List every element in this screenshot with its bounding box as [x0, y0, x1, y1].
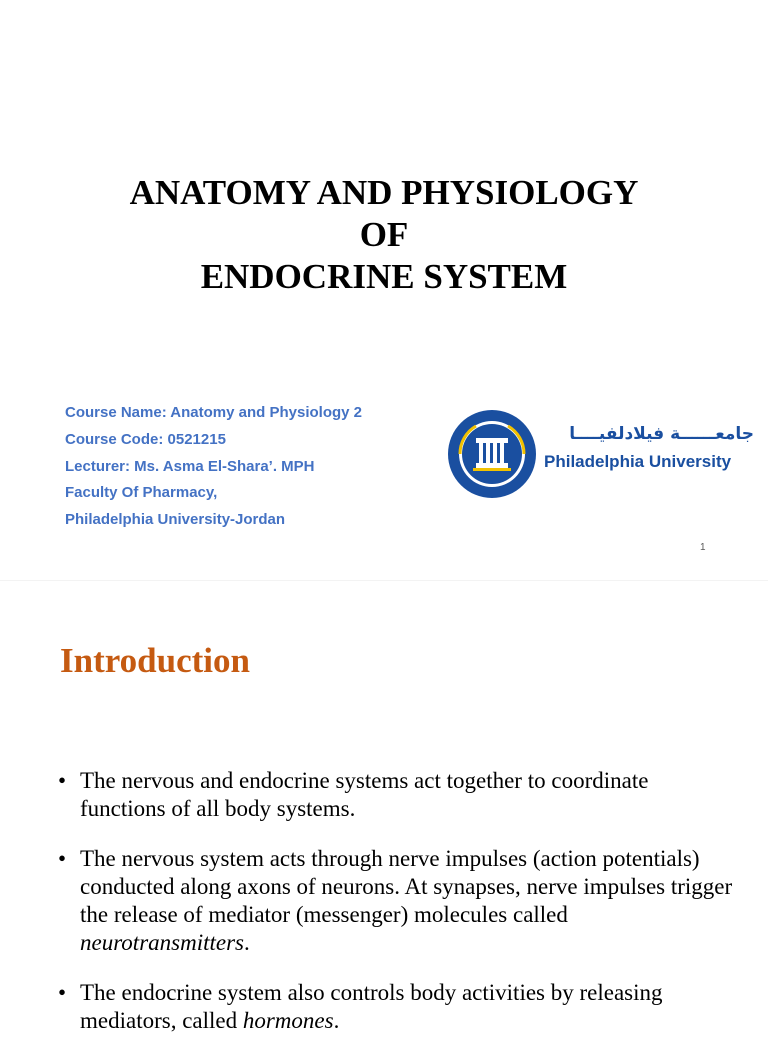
title-line-2: OF: [359, 215, 409, 254]
bullet-item: [58, 845, 738, 957]
bullet-text-end: .: [244, 930, 250, 955]
seal-icon: [446, 408, 542, 504]
course-code: Course Code: 0521215: [65, 430, 226, 448]
bullet-text: The endocrine system also controls body activities by releasing mediators, called: [80, 980, 663, 1033]
logo-name-arabic: جامعــــــة فيلادلفيــــا: [569, 424, 754, 444]
bullet-text: The nervous system acts through nerve impulses (action potentials) conducted along axons of neurons. At synapses, nerve impulses trigger the release of mediator (messenger) molecules called: [80, 846, 733, 927]
bullet-italic-term: hormones: [242, 1008, 334, 1033]
section-heading: Introduction: [60, 641, 250, 680]
university-logo: [446, 408, 756, 504]
page-number: 1: [700, 542, 706, 553]
bullet-icon: •: [58, 768, 67, 793]
bullet-text: The nervous and endocrine systems act together to coordinate functions of all body systems.: [80, 768, 649, 821]
course-info: [65, 402, 362, 536]
bullet-italic-term: neurotransmitters: [80, 930, 244, 955]
bullet-icon: •: [58, 980, 67, 1005]
title-line-3: ENDOCRINE SYSTEM: [200, 257, 568, 296]
logo-name-english: Philadelphia University: [544, 452, 732, 471]
course-name: Course Name: Anatomy and Physiology 2: [65, 404, 363, 421]
title-line-1: ANATOMY AND PHYSIOLOGY: [129, 173, 639, 212]
lecturer: Lecturer: Ms. Asma El-Shara’. MPH: [65, 457, 315, 475]
slide-title: [0, 172, 768, 298]
bullet-list: [58, 767, 738, 1057]
bullet-text-end: .: [333, 1008, 340, 1033]
bullet-icon: •: [58, 846, 67, 871]
introduction-slide: [0, 580, 768, 1033]
bullet-item: [58, 767, 738, 823]
university: Philadelphia University-Jordan: [65, 511, 286, 529]
faculty: Faculty Of Pharmacy,: [65, 484, 218, 502]
bullet-item: [58, 979, 738, 1035]
